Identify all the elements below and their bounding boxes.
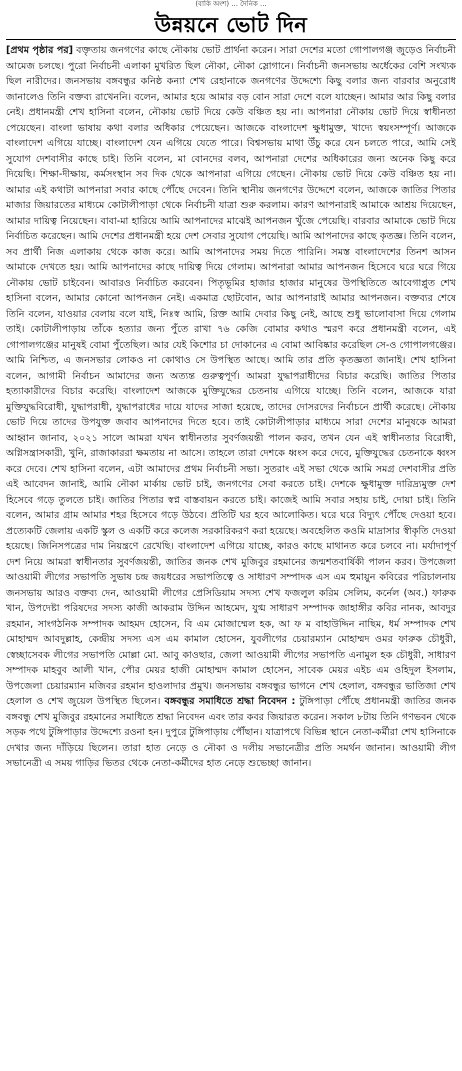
headline: উন্নয়নে ভোট দিন [154,12,308,37]
continuation-tag: [প্রথম পৃষ্ঠার পর] [6,45,74,56]
top-strip-text: (বাকি অংশ) ... দৈনিক ... [195,0,267,8]
article-text-tail: টুঙ্গিপাড়া পৌঁছে প্রধানমন্ত্রী জাতির জনক বঙ্গবন্ধু শেখ মুজিবুর রহমানের সমাধিতে শ্রদ্ধা নিবেদন এবং তার কবর জিয়ারত করেন। সকাল ৮টায় তিনি গণভবন থেকে সড়ক পথে টুঙ্গিপাড়ার উদ্দেশ্যে রওনা হন। দুপুরে টুঙ্গিপাড়ায় পৌঁছান। যাত্রাপথে বিভিন্ন স্থানে নেতা-কর্মীরা শেখ হাসিনাকে দেখার জন্য দাঁড়িয়ে ছিলেন। তারা হাত নেড়ে ও নৌকা ও দলীয় সভানেত্রীর প্রতি সমর্থন জানান। আওয়ামী লীগ সভানেত্রী এ সময় গাড়ির ভিতর থেকে নেতা-কর্মীদের হাত নেড়ে শুভেচ্ছা জানান। [6,696,456,769]
subheading: বঙ্গবন্ধুর সমাধিতে শ্রদ্ধা নিবেদন : [164,696,296,707]
headline-rule [6,39,456,40]
article-text-main: বক্তৃতায় জনগণের কাছে নৌকায় ভোট প্রার্থনা করেন। সারা দেশের মতো গোপালগঞ্জ জুড়েও নির্বাচনী আমেজ চলছে। পুরো নির্বাচনী এলাকা মুখরিত ছিল নৌকা, নৌকা স্লোগানে। নির্বাচনী জনসভায় অর্ধেকের বেশি সংখ্যক ছিল নারীদের। জনসভায় বঙ্গবন্ধুর কনিষ্ঠ কন্যা শেখ রেহানাকে জনগণের উদ্দেশ্যে কিছু বলার জন্য বারবার অনুরোধ জানালেও তিনি বক্তব্য রাখেননি। বলেন, আমার হয়ে আমার বড় বোন সারা দেশে বলে যাচ্ছেন। আমার আর কিছু বলার নেই। প্রধানমন্ত্রী শেখ হাসিনা বলেন, নৌকায় ভোট দিয়ে কেউ বঞ্চিত হয় না। আপনারা নৌকায় ভোট দিয়ে স্বাধীনতা পেয়েছেন। বাংলা ভাষায় কথা বলার অধিকার পেয়েছেন। আজকে বাংলাদেশ ক্ষুধামুক্ত, খাদ্যে স্বয়ংসম্পূর্ণ। আজকে বাংলাদেশ এগিয়ে যাচ্ছে। বাংলাদেশ যেন এগিয়ে যেতে পারে। বিশ্বসভায় মাথা উঁচু করে যেন চলতে পারে, আমি সেই সুযোগ দেশবাসীর কাছে চাই। তিনি বলেন, মা বোনদের বলব, আপনারা দেশের অধিকারের জন্য অনেক কিছু করে দিয়েছি। শিক্ষা-দীক্ষায়, কর্মসংস্থান সব দিক থেকে আপনারা এগিয়ে গেছেন। নৌকায় ভোট দিয়ে কেউ বঞ্চিত হয় না। আমার এই কথাটা আপনারা সবার কাছে পৌঁছে দেবেন। তিনি স্থানীয় জনগণের উদ্দেশে বলেন, আজকে জাতির পিতার মাজার জিয়ারতের মাধ্যমে কোটালীপাড়া থেকে নির্বাচনী যাত্রা শুরু করলাম। কারণ আপনারাই আমাকে আশ্রয় দিয়েছেন, আমার দায়িত্ব নিয়েছেন। বাবা-মা হারিয়ে আমি আপনাদের মাঝেই আপনজন খুঁজে পেয়েছি। বারবার আমাকে ভোট দিয়ে নির্বাচিত করেছেন। আমি দেশের প্রধানমন্ত্রী হয়ে দেশ সেবার সুযোগ পেয়েছি। আমি আপনাদের কাছে কৃতজ্ঞ। তিনি বলেন, সব প্রার্থী নিজ এলাকায় থেকে কাজ করে। আমি আপনাদের সময় দিতে পারিনি। সমস্ত বাংলাদেশের তিনশ আসন আমাকে দেখতে হয়। আমি আপনাদের কাছে দায়িত্ব দিয়ে গেলাম। আপনারা আমার আপনজন হিসেবে ঘরে ঘরে গিয়ে নৌকায় ভোট চাইবেন। আবারও নির্বাচিত করবেন। পিতৃভূমির হাজার হাজার মানুষের উপস্থিতিতে আবেগাপ্লুত শেখ হাসিনা বলেন, আমার কোনো আপনজন নেই। একমাত্র ছোটবোন, আর আপনারাই আমার আপনজন। বক্তব্যর শেষে তিনি বলেন, যাওয়ার বেলায় বলে যাই, নিঃস্ব আমি, রিক্ত আমি দেবার কিছু নেই, আছে শুধু ভালোবাসা দিয়ে গেলাম তাই। কোটালীপাড়ায় তাঁকে হত্যার জন্য পুঁতে রাখা ৭৬ কেজি বোমার কথাও স্মরণ করে প্রধানমন্ত্রী বলেন, এই গোপালগঞ্জের মানুষই বোমা পুঁতেছিল। আর যেই কিশোর চা দোকানের এ বোমা আবিষ্কার করেছিল সে-ও গোপালগঞ্জের। আমি নিশ্চিত, এ জনসভার লোকও না কোথাও সে উপস্থিত আছে। আমি তার প্রতি কৃতজ্ঞতা জানাই। শেখ হাসিনা বলেন, আগামী নির্বাচন আমাদের জন্য অত্যন্ত গুরুত্বপূর্ণ। আমরা যুদ্ধাপরাধীদের বিচার করেছি। জাতির পিতার হত্যাকারীদের বিচার করেছি। বাংলাদেশ আজকে মুক্তিযুদ্ধের চেতনায় এগিয়ে যাচ্ছে। তিনি বলেন, আজকে যারা মুক্তিযুদ্ধবিরোধী, যুদ্ধাপরাধী, যুদ্ধাপরাধের দায়ে যাদের সাজা হয়েছে, তাদের দোসরদের নির্বাচনে প্রার্থী করেছে। নৌকায় ভোট দিয়ে তাদের উপযুক্ত জবাব আপনাদের দিতে হবে। তাই কোটালীপাড়ার মাধ্যমে সারা দেশের মানুষকে আমরা আহ্বান জানাব, ২০২১ সালে আমরা যখন স্বাধীনতার সুবর্ণজয়ন্তী পালন করব, তখন যেন এই স্বাধীনতার বিরোধী, অগ্নিসন্ত্রাসকারী, খুনি, রাজাকাররা ক্ষমতায় না আসে। তাহলে তারা দেশকে ধ্বংস করে দেবে, মুক্তিযুদ্ধের চেতনাকে ধ্বংস করে দেবে। শেখ হাসিনা বলেন, এটা আমাদের প্রথম নির্বাচনী সভা। সুতরাং এই সভা থেকে আমি সমগ্র দেশবাসীর প্রতি এই আবেদন জানাই, আমি নৌকা মার্কায় ভোট চাই, জনগণের সেবা করতে চাই। দেশকে ক্ষুধামুক্ত দারিদ্র্যমুক্ত দেশ হিসেবে গড়ে তুলতে চাই। জাতির পিতার স্বপ্ন বাস্তবায়ন করতে চাই। কাজেই আমি সবার সহায় চাই, দোয়া চাই। তিনি বলেন, আমার গ্রাম আমার শহর হিসেবে গড়ে উঠবে। প্রতিটি ঘর হবে আলোকিত। ঘরে ঘরে বিদ্যুৎ পৌঁছে দেওয়া হবে। প্রত্যেকটি জেলায় একটি স্কুল ও একটি করে কলেজ সরকারিকরণ করা হয়েছে। অবহেলিত কওমি মাদ্রাসার স্বীকৃতি দেওয়া হয়েছে। জিনিসপত্রের দাম নিয়ন্ত্রণে রেখেছি। বাংলাদেশ এগিয়ে যাচ্ছে, কারও কাছে মাথানত করে চলবে না। মর্যাদাপূর্ণ দেশ নিয়ে আমরা স্বাধীনতার সুবর্ণজয়ন্তী, জাতির জনক শেখ মুজিবুর রহমানের জন্মশতবার্ষিকী পালন করব। উপজেলা আওয়ামী লীগের সভাপতি সুভাষ চন্দ্র জয়ধরের সভাপতিত্বে ও সাধারণ সম্পাদক এস এম হুমায়ুন কবিরের পরিচালনায় জনসভায় আরও বক্তব্য দেন, আওয়ামী লীগের প্রেসিডিয়াম সদস্য শেখ ফজলুল করিম সেলিম, কর্নেল (অব.) ফারুক খান, উপদেষ্টা পরিষদের সদস্য কাজী আকরাম উদ্দিন আহমেদ, যুগ্ম সাধারণ সম্পাদক জাহাঙ্গীর কবির নানক, আবদুর রহমান, সাংগঠনিক সম্পাদক আহমদ হোসেন, বি এম মোজাম্মেল হক, আ ফ ম বাহাউদ্দিন নাছিম, ধর্ম সম্পাদক শেখ মোহাম্মদ আবদুল্লাহ, কেন্দ্রীয় সদস্য এস এম কামাল হোসেন, যুবলীগের চেয়ারম্যান মোহাম্মদ ওমর ফারুক চৌধুরী, স্বেচ্ছাসেবক লীগের সভাপতি মোল্লা মো. আবু কাওছার, জেলা আওয়ামী লীগের সভাপতি এনামুল হক চৌধুরী, সাধারণ সম্পাদক মাহবুব আলী খান, পৌর মেয়র হাজী মোহাম্মদ কামাল হোসেন, সাবেক মেয়র এইচ এম ওহিদুল ইসলাম, উপজেলা চেয়ারম্যান মজিবর রহমান হাওলাদার প্রমুখ। জনসভায় বঙ্গবন্ধুর ভাগনে শেখ হেলাল, বঙ্গবন্ধুর ভাতিজা শেখ হেলাল ও শেখ জুয়েল উপস্থিত ছিলেন। [6,45,457,707]
article-paragraph [6,43,456,772]
article-body [6,43,456,772]
